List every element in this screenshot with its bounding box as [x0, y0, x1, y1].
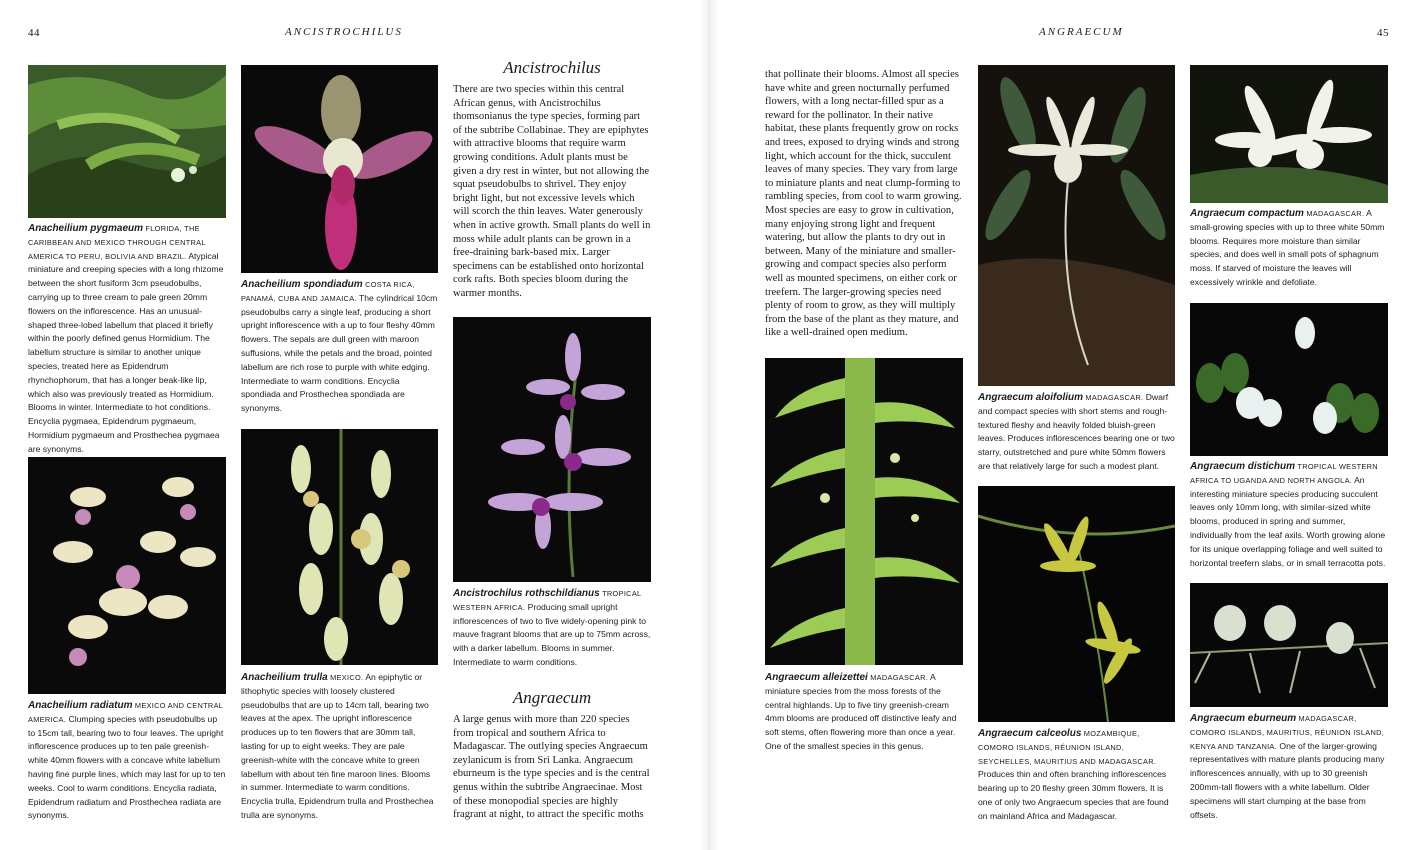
- species-name: Anacheilium pygmaeum: [28, 223, 144, 234]
- caption-anacheilium-spondiadum: [241, 278, 438, 416]
- species-name: Angraecum calceolus: [978, 728, 1082, 739]
- photo-angraecum-compactum: [1190, 65, 1388, 203]
- species-name: Ancistrochilus rothschildianus: [453, 588, 600, 599]
- photo-ancistrochilus-rothschildianus: [453, 317, 651, 582]
- species-description: One of the larger-growing representatives with mature plants producing many inflorescences annually, with up to 30 greenish 200mm-tall flowers with a white labellum. Older specimens will start clumping at the base from offsets.: [1190, 740, 1385, 820]
- species-name: Anacheilium trulla: [241, 672, 328, 683]
- species-location: MEXICO.: [330, 673, 364, 682]
- species-location: MADAGASCAR.: [870, 673, 929, 682]
- photo-angraecum-calceolus: [978, 486, 1175, 722]
- species-description: Clumping species with pseudobulbs up to 15cm tall, bearing two to four leaves. The upright inflorescence produces up to ten pale greenish-white 40mm flowers with a concave white labellum having fine purple lines, which may last for up to ten weeks. Cool to warm conditions. Encyclia radiata, Epidendrum radiatum and Prosthechea radiata are synonyms.: [28, 713, 226, 821]
- photo-anacheilium-pygmaeum: [28, 65, 226, 218]
- heading-angraecum: Angraecum: [512, 688, 592, 707]
- caption-anacheilium-radiatum: [28, 699, 226, 823]
- photo-angraecum-eburneum: [1190, 583, 1388, 707]
- caption-anacheilium-pygmaeum: [28, 222, 226, 457]
- photo-anacheilium-spondiadum: [241, 65, 438, 273]
- species-location: MEXICO AND CENTRAL AMERICA.: [28, 701, 223, 724]
- right-running-head: ANGRAECUM: [1039, 26, 1124, 38]
- species-location: TROPICAL WESTERN AFRICA TO UGANDA AND NORTH ANGOLA.: [1190, 462, 1378, 485]
- caption-angraecum-distichum: [1190, 460, 1388, 570]
- left-running-head: ANCISTROCHILUS: [285, 26, 403, 38]
- right-page-number: 45: [1377, 27, 1389, 39]
- species-description: Produces thin and often branching inflorescences bearing up to 20 fleshy green 30mm flowers. It is one of only two Angraecum species that are found on mainland Africa and Madagascar.: [978, 769, 1169, 821]
- species-location: COSTA RICA, PANAMÁ, CUBA AND JAMAICA.: [241, 280, 415, 303]
- species-description: A small-growing species with up to three white 50mm blooms. Requires more moisture than similar species, and does well in small pots of sphagnum moss. If starved of moisture the leaves will excessively wrinkle and defoliate.: [1190, 208, 1385, 287]
- species-location: MADAGASCAR.: [1085, 393, 1144, 402]
- species-name: Angraecum compactum: [1190, 208, 1304, 219]
- species-location: MADAGASCAR, COMORO ISLANDS, MAURITIUS, RÉUNION ISLAND, KENYA AND TANZANIA.: [1190, 714, 1385, 751]
- photo-anacheilium-radiatum: [28, 457, 226, 694]
- caption-angraecum-eburneum: [1190, 712, 1388, 822]
- photo-angraecum-aloifolium: [978, 65, 1175, 386]
- species-description: The cylindrical 10cm pseudobulbs carry a single leaf, producing a short upright inflorescence with a up to four fleshy 40mm flowers. The sepals are dull green with maroon suffusions, while the petals and the broad, pointed labellum are rich rose to purple with white edging. Intermediate to warm conditions. Encyclia spondiada and Prosthechea spondiada are synonyms.: [241, 292, 438, 414]
- species-name: Anacheilium radiatum: [28, 700, 133, 711]
- body-angraecum-continued: that pollinate their blooms. Almost all species have white and green nocturnally perfumed flowers, with a long nectar-filled spur as a reward for the pollinator. In their native habitat, these plants frequently grow on rocks and trees, exposed to drying winds and strong light, which account for the thick, succulent leaves of many species. They vary from large to miniature plants and neat clump-forming to rambling species, from cool to warm growing. Most species are easy to grow in cultivation, many enjoying strong light and frequent watering, but allow the plants to dry out in between. Many of the miniature and smaller-growing and compact species also perform well as mounted specimens, on either cork or treefern. The larger-growing species need plenty of room to grow, as they will multiply from the base of the plant as they mature, and like a well-drained open medium.: [765, 69, 962, 339]
- caption-angraecum-aloifolium: [978, 391, 1175, 474]
- left-page-number: 44: [28, 27, 40, 39]
- species-description: Atypical miniature and creeping species with a long rhizome between the short fusiform 3cm pseudobulbs, carrying up to three cream to pale green 20mm flowers on the inflorescence. Has an unusual-shaped three-lobed labellum that placed it briefly within the poorly defined genus Hormidium. The labellum structure is similar to another unique species, treated here as Epidendrum rhynchophorum, that has a longer beak-like lip, which also was previously treated as Hormidium. Blooms in winter. Intermediate to hot conditions. Encyclia pygmaea, Epidendrum pygmaeum, Hormidium pygmaeum and Prosthechea pygmaea are synonyms.: [28, 250, 224, 454]
- species-description: Dwarf and compact species with short stems and rough-textured fleshy and heavily folded bluish-green leaves. Produces inflorescences bearing one or two starry, outstretched and pure white 50mm flowers are that relatively large for such a modest plant.: [978, 392, 1175, 471]
- species-name: Angraecum aloifolium: [978, 392, 1084, 403]
- species-description: An epiphytic or lithophytic species with loosely clustered pseudobulbs that are up to 14cm tall, bearing two leaves at the apex. The upright inflorescence produces up to ten flowers that are 30mm tall, lasting for up to eight weeks. They are pale greenish-white with the concave white to green labellum with about ten fine maroon lines. Blooms in summer. Intermediate to warm conditions. Encyclia trulla, Epidendrum trulla and Prosthechea trulla are synonyms.: [241, 672, 434, 820]
- species-name: Anacheilium spondiadum: [241, 279, 363, 290]
- photo-angraecum-alleizettei: [765, 358, 963, 665]
- heading-ancistrochilus: Ancistrochilus: [503, 58, 601, 77]
- species-description: A miniature species from the moss forests of the central highlands. Up to five tiny greenish-cream 4mm blooms are produced off distinctive leafy and soft stems, often flowering more than once a year. One of the smallest species in this genus.: [765, 672, 957, 751]
- body-ancistrochilus: There are two species within this central African genus, with Ancistrochilus thomsonianus the type species, forming part of the subtribe Collabinae. They are epiphytes with attractive blooms that require warm growing conditions. Adult plants must be given a dry rest in winter, but not allowing the squat pseudobulbs to shrivel. They enjoy bright light, but not excessive levels which will scorch the thin leaves. Water generously when in active growth. Small plants do well in moss while adult plants can be grown in a free-draining bark-based mix. Larger specimens can be established onto horizontal cork rafts. Both species bloom during the warmer months.: [453, 84, 651, 299]
- caption-angraecum-compactum: [1190, 207, 1388, 290]
- species-name: Angraecum alleizettei: [765, 672, 868, 683]
- caption-angraecum-alleizettei: [765, 671, 963, 754]
- species-description: Producing small upright inflorescences of two to five widely-opening pink to mauve fragrant blooms that are up to 75mm across, with a darker labellum. Blooms in summer. Intermediate to warm conditions.: [453, 601, 651, 667]
- species-location: MADAGASCAR.: [1306, 209, 1365, 218]
- species-location: TROPICAL WESTERN AFRICA.: [453, 589, 642, 612]
- photo-anacheilium-trulla: [241, 429, 438, 665]
- book-gutter: [700, 0, 718, 850]
- caption-ancistrochilus-rothschildianus: [453, 587, 651, 670]
- species-location: FLORIDA, THE CARIBBEAN AND MEXICO THROUGH CENTRAL AMERICA TO PERU, BOLIVIA AND BRAZIL.: [28, 224, 206, 261]
- body-angraecum: A large genus with more than 220 species from tropical and southern Africa to Madagascar. The outlying species Angraecum zeylanicum is from Sri Lanka. Angraecum eburneum is the type species and is the central genus within the subtribe Angraecinae. Most of these monopodial species are highly fragrant at night, to attract the specific moths: [453, 714, 650, 821]
- species-description: An interesting miniature species producing succulent leaves only 10mm long, with similar-sized white blooms, produced in spring and summer, individually from the leaf axils. Worth growing alone for its unique overlapping foliage and well suited to horizontal treefern slabs, or in small terracotta pots.: [1190, 474, 1386, 568]
- photo-angraecum-distichum: [1190, 303, 1388, 456]
- species-location: MOZAMBIQUE, COMORO ISLANDS, RÉUNION ISLAND, SEYCHELLES, MAURITIUS AND MADAGASCAR.: [978, 729, 1157, 766]
- caption-angraecum-calceolus: [978, 727, 1175, 824]
- species-name: Angraecum eburneum: [1190, 713, 1297, 724]
- species-name: Angraecum distichum: [1190, 461, 1296, 472]
- caption-anacheilium-trulla: [241, 671, 438, 823]
